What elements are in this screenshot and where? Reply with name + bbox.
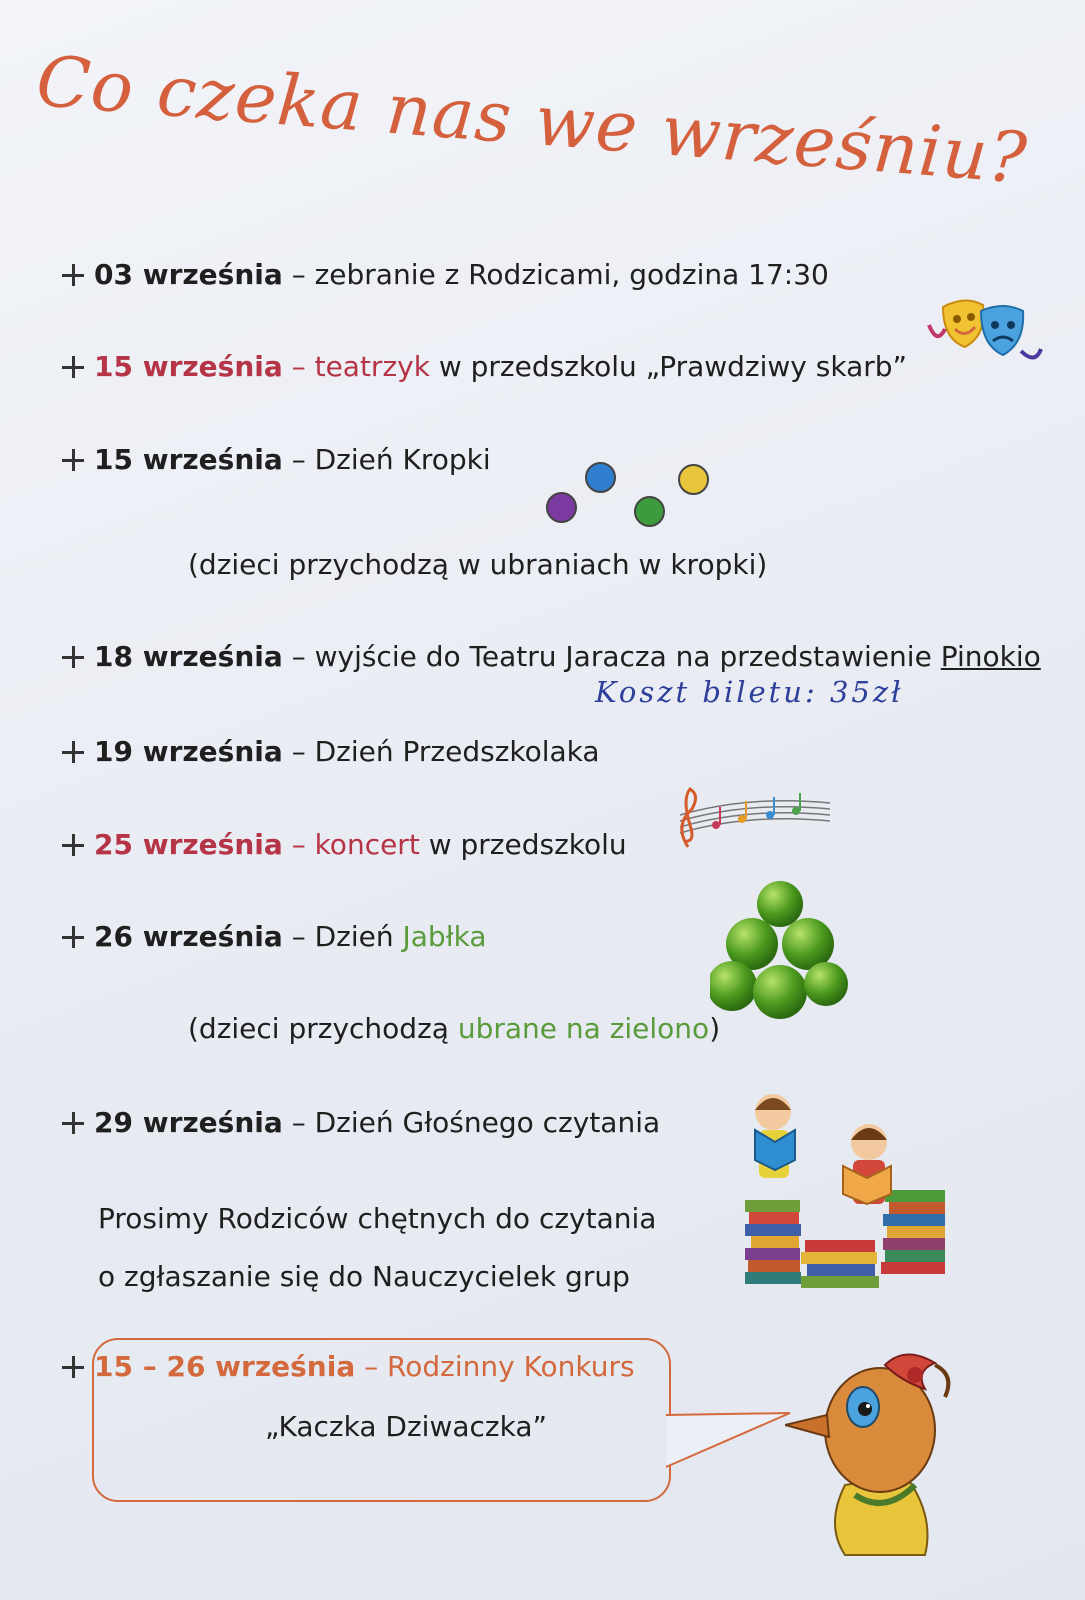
poster-title: Co czeka nas we wrześniu? — [33, 40, 1031, 200]
event-date: 15 września — [94, 350, 283, 383]
bullet-icon — [62, 926, 84, 948]
bullet-icon — [62, 741, 84, 763]
event-row-6: 25 września – koncert w przedszkolu — [62, 828, 627, 861]
event-highlight: koncert — [314, 828, 420, 861]
event-row-5: 19 września – Dzień Przedszkolaka — [62, 735, 600, 768]
green-apples-icon — [710, 878, 850, 1023]
event-text: Dzień Kropki — [314, 443, 491, 476]
event-text: w przedszkolu „Prawdziwy skarb” — [429, 350, 908, 383]
dot-green — [634, 496, 665, 527]
bullet-icon — [62, 449, 84, 471]
event-highlight: Jabłka — [402, 920, 487, 953]
speech-bubble-tail — [660, 1405, 795, 1475]
event-note: (dzieci przychodzą ubrane na zielono) — [188, 1012, 721, 1045]
event-date: 25 września — [94, 828, 283, 861]
event-row-1: 03 września – zebranie z Rodzicami, godzina 17:30 — [62, 258, 829, 291]
reading-request-line-2: o zgłaszanie się do Nauczycielek grup — [98, 1260, 630, 1293]
event-text: wyjście do Teatru Jaracza na przedstawienie — [314, 640, 941, 673]
bullet-icon — [62, 356, 84, 378]
event-row-2: 15 września – teatrzyk w przedszkolu „Prawdziwy skarb” — [62, 350, 907, 383]
contest-title: „Kaczka Dziwaczka” — [265, 1410, 547, 1443]
event-row-9: 15 – 26 września – Rodzinny Konkurs — [62, 1350, 635, 1383]
event-text: Dzień Przedszkolaka — [314, 735, 600, 768]
event-text: w przedszkolu — [419, 828, 627, 861]
duck-icon — [785, 1345, 960, 1560]
theatre-masks-icon — [925, 295, 1045, 375]
bullet-icon — [62, 264, 84, 286]
reading-children-icon — [745, 1090, 965, 1305]
music-notes-icon — [670, 785, 835, 855]
event-row-4: 18 września – wyjście do Teatru Jaracza na przedstawienie Pinokio — [62, 640, 1041, 673]
event-date: 03 września — [94, 258, 283, 291]
handwritten-ticket-price: Koszt biletu: 35zł — [595, 675, 904, 709]
event-date: 19 września — [94, 735, 283, 768]
event-text: Rodzinny Konkurs — [387, 1350, 635, 1383]
bullet-icon — [62, 834, 84, 856]
event-row-8: 29 września – Dzień Głośnego czytania — [62, 1106, 660, 1139]
event-date: 18 września — [94, 640, 283, 673]
event-date: 26 września — [94, 920, 283, 953]
bullet-icon — [62, 646, 84, 668]
event-note: (dzieci przychodzą w ubraniach w kropki) — [188, 548, 768, 581]
event-highlight: teatrzyk — [314, 350, 430, 383]
event-date: 29 września — [94, 1106, 283, 1139]
event-text: Dzień Głośnego czytania — [314, 1106, 661, 1139]
event-row-7: 26 września – Dzień Jabłka — [62, 920, 487, 953]
event-row-3: 15 września – Dzień Kropki — [62, 443, 491, 476]
play-title: Pinokio — [940, 640, 1041, 673]
dot-blue — [585, 462, 616, 493]
event-date: 15 – 26 września — [94, 1350, 356, 1383]
event-date: 15 września — [94, 443, 283, 476]
event-text: zebranie z Rodzicami, godzina 17:30 — [314, 258, 829, 291]
reading-request-line-1: Prosimy Rodziców chętnych do czytania — [98, 1202, 657, 1235]
dot-purple — [546, 492, 577, 523]
bullet-icon — [62, 1112, 84, 1134]
bullet-icon — [62, 1356, 84, 1378]
dot-yellow — [678, 464, 709, 495]
event-text: Dzień — [314, 920, 403, 953]
